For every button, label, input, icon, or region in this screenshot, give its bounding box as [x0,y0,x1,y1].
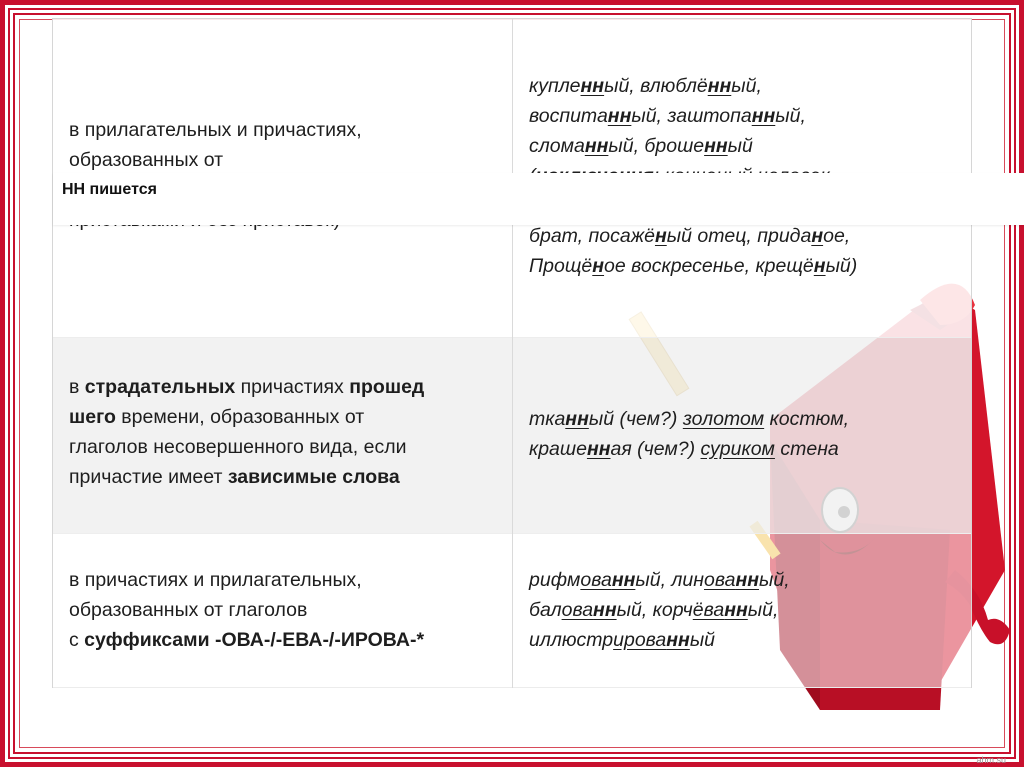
rule-cell: в прилагательных и причастиях, образованных от [69,119,362,171]
example-cell: рифмованный, линованный, балованный, корчёванный, иллюстрированный [529,569,790,651]
example-cell: тканный (чем?) золотом костюм, крашенная (чем?) суриком стена [529,408,850,460]
watermark: ahm.su [976,755,1006,765]
spelling-rules-table [52,18,972,688]
banner-title: НН пишется [62,181,157,198]
rule-cell: в причастиях и прилагательных, образованных от глаголов с суффиксами -ОВА-/-ЕВА-/-ИРОВА-* [69,569,425,651]
example-cell: купленный, влюблённый, воспитанный, заштопанный, сломанный, брошенный брат, посажёный отец, приданое, Прощёное воскресенье, крещёный) [529,75,858,277]
header-banner [53,173,1024,225]
table-row [53,533,971,688]
rule-cell: в страдательных причастиях прошед шего времени, образованных от глаголов несовершенного вида, если причастие имеет зависимые слова [69,376,425,488]
table-row [53,337,971,534]
